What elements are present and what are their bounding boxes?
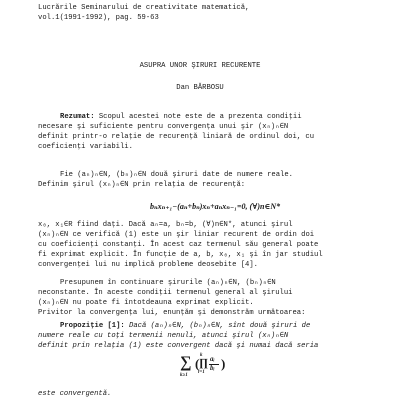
prod-symbol: ∏: [199, 357, 209, 369]
abstract-text-1: Scopul acestei note este de a prezenta condiţii: [94, 113, 302, 121]
open-paren: (: [195, 356, 200, 371]
abstract-line-1: [60, 113, 302, 121]
para1-line-1: Fie (aₙ)ₙ∈N, (bₙ)ₙ∈N două şiruri date de numere reale.: [60, 171, 293, 179]
header-line-2: vol.1(1991-1992), pag. 59-63: [38, 14, 159, 22]
para3-line-2: neconstante. În aceste condiţii termenul general al şirului: [38, 289, 293, 297]
para2-line-3: cu coeficienţi constanţi. În acest caz termenul său general poate: [38, 241, 319, 249]
prod-lower-index: i=1: [198, 370, 205, 375]
para1-line-2: Definim şirul (xₙ)ₙ∈N prin relaţia de recurenţă:: [38, 181, 246, 189]
closing-line: este convergentă.: [38, 390, 112, 398]
abstract-label: Rezumat:: [60, 113, 95, 121]
fraction-denominator: bᵢ: [210, 364, 215, 372]
prod-upper-index: k: [200, 353, 203, 358]
paper-title: ASUPRA UNOR ŞIRURI RECURENTE: [139, 62, 261, 70]
sum-symbol: ∑: [180, 354, 192, 371]
para3-line-4: Privitor la convergenţa lui, enunţăm şi demonstrăm următoarea:: [38, 309, 306, 317]
abstract-line-2: necesare şi suficiente pentru convergenţa unui şir (xₙ)ₙ∈N: [38, 123, 289, 131]
series-formula: [180, 353, 240, 379]
author-name: Dan BĂRBOSU: [176, 84, 224, 92]
proposition-line-2: numere reale cu toţi termenii nenuli, atunci şirul (xₙ)ₙ∈N: [38, 332, 289, 340]
abstract-line-4: coeficienţi variabili.: [38, 143, 133, 151]
proposition-label: Propoziţie [1]:: [60, 322, 125, 330]
proposition-line-3: definit prin relaţia (1) este convergent dacă şi numai dacă seria: [38, 342, 319, 350]
header-line-1: Lucrările Seminarului de creativitate matematică,: [38, 4, 250, 12]
proposition-text-1: Dacă (aₙ)ₙ∈N, (bₙ)ₙ∈N, sînt două şiruri de: [124, 322, 311, 330]
para3-line-3: (xₙ)ₙ∈N nu poate fi întotdeauna exprimat explicit.: [38, 299, 254, 307]
recurrence-formula: bₙxₙ₊₁−(aₙ+bₙ)xₙ+aₙxₙ₋₁=0, (∀)n∈N*: [150, 202, 281, 211]
para3-line-1: Presupunem în continuare şirurile (aₙ)ₙ∈N, (bₙ)ₙ∈N: [60, 279, 276, 287]
abstract-line-3: definit printr-o relaţie de recurenţă liniară de ordinul doi, cu: [38, 133, 315, 141]
para2-line-1: x₀, x₁∈R fiind daţi. Dacă aₙ=a, bₙ=b, (∀)n∈N*, atunci şirul: [38, 221, 293, 229]
sum-lower-index: k≥1: [180, 373, 188, 378]
close-paren: ): [221, 356, 226, 371]
fraction-numerator: aᵢ: [210, 355, 215, 363]
para2-line-5: convergenţei lui nu implică probleme deosebite [4].: [38, 261, 258, 269]
proposition-line-1: [60, 322, 310, 330]
para2-line-4: fi exprimat explicit. În funcţie de a, b, x₀, x₁ şi în jar studiul: [38, 251, 323, 259]
para2-line-2: (xₙ)ₙ∈N ce verifică (1) este un şir liniar recurent de ordin doi: [38, 231, 315, 239]
